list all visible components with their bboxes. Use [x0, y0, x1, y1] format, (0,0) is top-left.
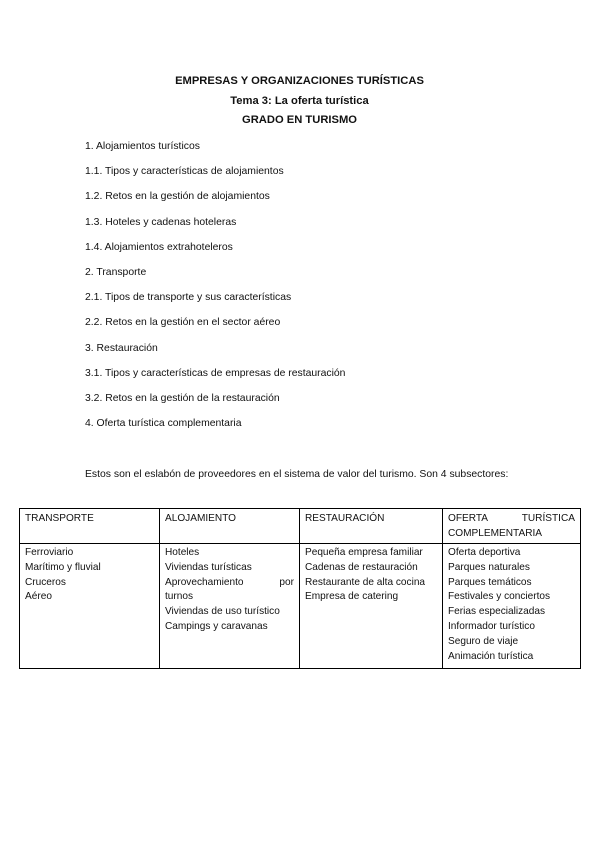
- document-degree: GRADO EN TURISMO: [242, 114, 357, 126]
- list-item: Campings y caravanas: [164, 620, 268, 632]
- toc-item: 3. Restauración: [85, 342, 158, 354]
- document-header: [0, 72, 599, 131]
- list-item: Restaurante de alta cocina: [304, 576, 426, 588]
- list-item: Parques naturales: [447, 561, 530, 573]
- header-oferta-word2: TURÍSTICA: [521, 513, 575, 524]
- list-item: Viviendas de uso turístico: [164, 606, 280, 618]
- list-item: Festivales y conciertos: [447, 591, 551, 603]
- list-item-part: por: [279, 576, 294, 588]
- list-item: Animación turística: [447, 650, 534, 662]
- header-alojamiento: ALOJAMIENTO: [159, 509, 299, 544]
- list-item: Cadenas de restauración: [304, 561, 418, 573]
- header-oferta-line1: [448, 511, 575, 526]
- list-item: Empresa de catering: [304, 591, 399, 603]
- toc-item: 1.1. Tipos y características de alojamientos: [85, 166, 284, 178]
- toc-item: 1.2. Retos en la gestión de alojamientos: [85, 191, 270, 203]
- list-item: Viviendas turísticas: [164, 561, 252, 573]
- subsectors-table: [19, 508, 581, 669]
- intro-paragraph: Estos son el eslabón de proveedores en el sistema de valor del turismo. Son 4 subsectores:: [85, 469, 509, 480]
- header-oferta: [442, 509, 580, 544]
- list-item: Hoteles: [164, 547, 200, 558]
- list-item: Ferias especializadas: [447, 606, 546, 618]
- cell-restauracion: [299, 544, 442, 669]
- toc-item: 1. Alojamientos turísticos: [85, 141, 200, 152]
- toc-item: 1.3. Hoteles y cadenas hoteleras: [85, 216, 237, 228]
- toc-item: 2. Transporte: [85, 266, 147, 278]
- list-item: Ferroviario: [25, 547, 74, 558]
- list-item: Cruceros: [25, 576, 66, 588]
- toc-item: 1.4. Alojamientos extrahoteleros: [85, 241, 233, 253]
- list-item: Parques temáticos: [447, 576, 532, 588]
- list-item: turnos: [164, 591, 194, 603]
- toc-item: 3.2. Retos en la gestión de la restauración: [85, 392, 280, 404]
- list-item: Marítimo y fluvial: [25, 561, 101, 573]
- header-oferta-line2: COMPLEMENTARIA: [447, 528, 543, 539]
- cell-alojamiento: [159, 544, 299, 669]
- list-item: Aéreo: [25, 591, 52, 603]
- toc-item: 2.1. Tipos de transporte y sus características: [85, 292, 292, 304]
- cell-oferta: [442, 544, 580, 669]
- table-body-row: [20, 544, 581, 669]
- toc-item: 2.2. Retos en la gestión en el sector aéreo: [85, 317, 281, 329]
- cell-transporte: [20, 544, 160, 669]
- header-transporte: TRANSPORTE: [20, 509, 160, 544]
- header-oferta-word1: OFERTA: [447, 513, 488, 524]
- table-header-row: [20, 509, 581, 544]
- list-item: Informador turístico: [447, 620, 535, 632]
- list-item: Seguro de viaje: [447, 635, 519, 647]
- document-subtitle: Tema 3: La oferta turística: [230, 94, 369, 107]
- document-title: EMPRESAS Y ORGANIZACIONES TURÍSTICAS: [175, 75, 424, 87]
- list-item: [165, 576, 294, 591]
- toc-item: 4. Oferta turística complementaria: [85, 418, 242, 430]
- list-item: Pequeña empresa familiar: [304, 547, 423, 558]
- list-item-part: Aprovechamiento: [164, 576, 244, 588]
- list-item: Oferta deportiva: [447, 547, 521, 558]
- table-of-contents: [85, 140, 545, 442]
- toc-item: 3.1. Tipos y características de empresas de restauración: [85, 367, 346, 379]
- header-restauracion: RESTAURACIÓN: [299, 509, 442, 544]
